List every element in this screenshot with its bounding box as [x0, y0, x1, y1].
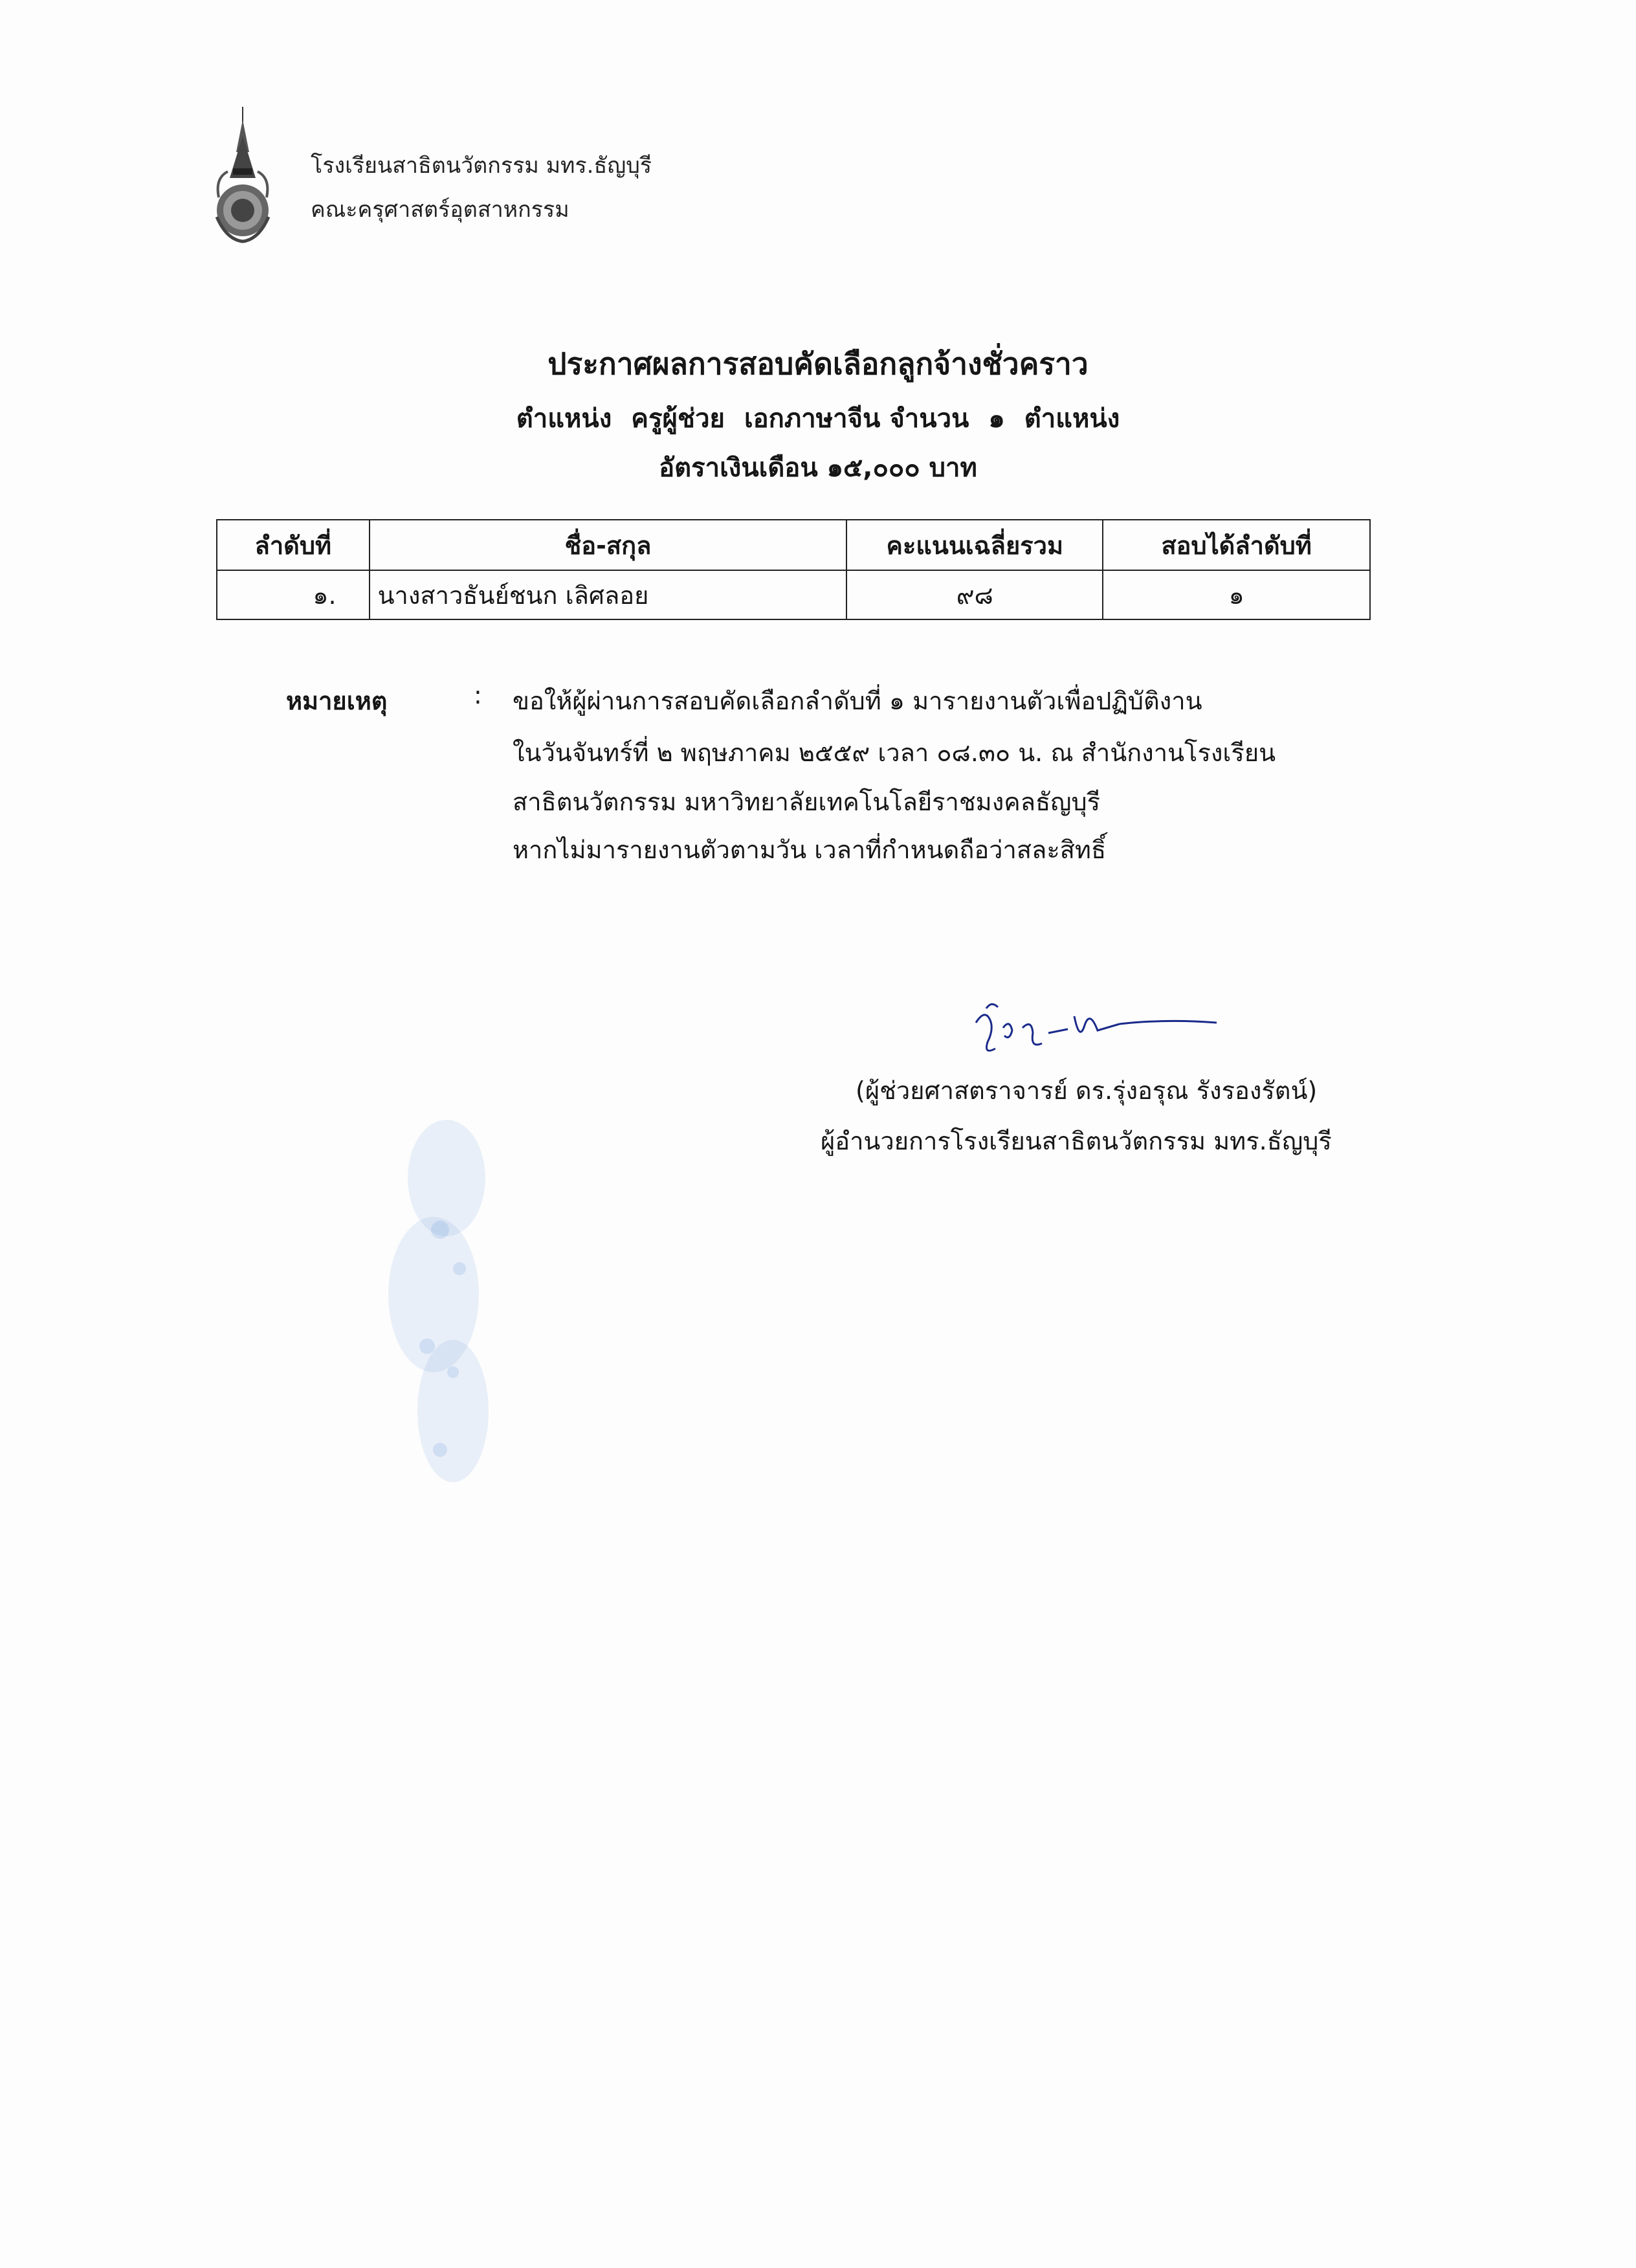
position-count: ๑	[988, 404, 1005, 434]
announcement-title: ประกาศผลการสอบคัดเลือกลูกจ้างชั่วคราว	[547, 346, 1089, 381]
school-emblem-icon	[214, 107, 272, 244]
faculty-name: คณะครุศาสตร์อุตสาหกรรม	[311, 197, 569, 223]
table-header-row	[217, 520, 1370, 570]
table-row	[217, 570, 1370, 619]
position-label: ตำแหน่ง	[516, 404, 612, 434]
note-label: หมายเหตุ	[286, 687, 388, 715]
column-header-rank: ลำดับที่	[217, 520, 370, 570]
note-line: สาธิตนวัตกรรม มหาวิทยาลัยเทคโนโลยีราชมงคลธัญบุรี	[513, 788, 1101, 816]
note-colon: :	[474, 681, 482, 709]
results-table	[216, 519, 1371, 620]
note-line: ในวันจันทร์ที่ ๒ พฤษภาคม ๒๕๕๙ เวลา ๐๘.๓๐ น. ณ สำนักงานโรงเรียน	[513, 739, 1276, 767]
faded-stamp-mark	[362, 1100, 531, 1502]
school-name: โรงเรียนสาธิตนวัตกรรม มทร.ธัญบุรี	[311, 153, 652, 179]
cell-score: ๙๘	[846, 570, 1103, 619]
cell-rank: ๑.	[217, 570, 370, 619]
note-line: ขอให้ผู้ผ่านการสอบคัดเลือกลำดับที่ ๑ มารายงานตัวเพื่อปฏิบัติงาน	[513, 687, 1202, 715]
handwritten-signature	[971, 983, 1230, 1067]
major-name: เอกภาษาจีน	[744, 404, 881, 434]
column-header-name: ชื่อ-สกุล	[370, 520, 847, 570]
note-line: หากไม่มารายงานตัวตามวัน เวลาที่กำหนดถือว่าสละสิทธิ์	[513, 836, 1107, 864]
cell-name: นางสาวธันย์ชนก เลิศลอย	[370, 570, 847, 619]
cell-place: ๑	[1103, 570, 1370, 619]
position-name: ครูผู้ช่วย	[631, 404, 725, 434]
signatory-title: ผู้อำนวยการโรงเรียนสาธิตนวัตกรรม มทร.ธัญบุรี	[821, 1127, 1332, 1155]
signatory-name: (ผู้ช่วยศาสตราจารย์ ดร.รุ่งอรุณ รังรองรัตน์)	[856, 1076, 1318, 1105]
position-line	[0, 397, 1636, 439]
count-label: จำนวน	[889, 404, 969, 434]
salary-line: อัตราเงินเดือน ๑๕,๐๐๐ บาท	[659, 453, 977, 483]
column-header-place: สอบได้ลำดับที่	[1103, 520, 1370, 570]
count-unit: ตำแหน่ง	[1024, 404, 1120, 434]
column-header-score: คะแนนเฉลี่ยรวม	[846, 520, 1103, 570]
